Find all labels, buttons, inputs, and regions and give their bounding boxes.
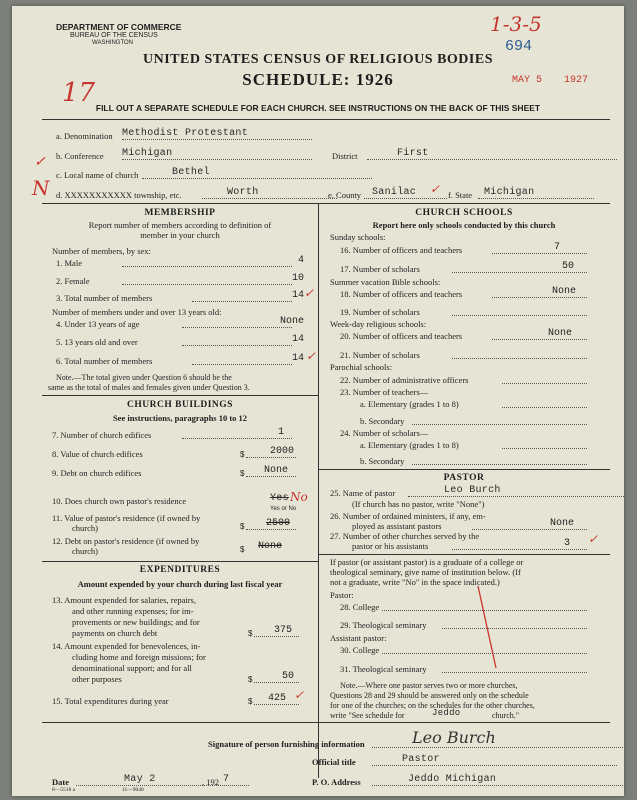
check-mark: ✓	[34, 154, 46, 170]
leader-dots	[502, 383, 587, 384]
leader-dots	[192, 364, 292, 365]
q27-value: 3	[563, 538, 570, 549]
hand-slash-mark	[472, 582, 502, 672]
q13-value: 375	[273, 625, 292, 636]
section-rule	[318, 554, 610, 555]
census-schedule-form	[12, 6, 624, 796]
district-value: First	[367, 148, 617, 160]
q27-label-2: pastor or his assistants	[352, 541, 429, 551]
q23a-label: a. Elementary (grades 1 to 8)	[360, 399, 459, 409]
conference-label: b. Conference	[56, 151, 104, 161]
city-label: WASHINGTON	[92, 40, 134, 46]
dollar-sign: $	[240, 522, 245, 531]
leader-dots	[492, 297, 587, 298]
q10-correction: No	[290, 490, 308, 504]
q30-label: 30. College	[340, 645, 380, 655]
form-title: UNITED STATES CENSUS OF RELIGIOUS BODIES	[142, 52, 493, 67]
q25-note: (If church has no pastor, write "None")	[352, 499, 485, 509]
q11-label-1: 11. Value of pastor's residence (if owned by	[52, 513, 201, 523]
q15-label: 15. Total expenditures during year	[52, 696, 169, 706]
pastor-note-3: for one of the churches; on the schedules for the other churches,	[330, 701, 535, 710]
schedule-title: SCHEDULE: 1926	[242, 70, 394, 89]
leader-dots	[182, 345, 292, 346]
q1-value: 4	[297, 255, 304, 266]
q17-label: 17. Number of scholars	[340, 264, 420, 274]
q25-value: Leo Burch	[408, 485, 624, 497]
graduate-note-2: theological seminary, give name of institution below. (If	[330, 567, 521, 577]
official-title-value: Pastor	[372, 754, 617, 766]
q13-label-4: payments on church debt	[72, 628, 158, 638]
q8-label: 8. Value of church edifices	[52, 449, 143, 459]
denomination-label: a. Denomination	[56, 131, 113, 141]
leader-dots	[452, 272, 587, 273]
q13-label-3: provements or new buildings; and for	[72, 617, 200, 627]
q14-value: 50	[281, 671, 294, 682]
q6-value: 14	[291, 353, 304, 364]
church-name-value: Bethel	[142, 167, 372, 179]
buildings-subheading: See instructions, paragraphs 10 to 12	[112, 413, 248, 423]
q9-value: None	[263, 465, 288, 476]
dollar-sign: $	[240, 450, 245, 459]
signature-value: Leo Burch	[372, 728, 624, 748]
membership-intro-2: member in your church	[140, 230, 220, 240]
leader-dots	[492, 339, 587, 340]
age-heading: Number of members under and over 13 years old:	[52, 307, 222, 317]
leader-dots	[412, 424, 587, 425]
form-number: 8—5518 a	[52, 787, 76, 793]
q6-label: 6. Total number of members	[56, 356, 153, 366]
check-mark: ✓	[588, 532, 599, 546]
pastor-note-1: Note.—Where one pastor serves two or more churches,	[340, 681, 518, 690]
year-prefix: , 192	[202, 777, 219, 787]
leader-dots	[122, 284, 292, 285]
q14-label-3: denominational support; and for all	[72, 663, 192, 673]
check-mark: ✓	[430, 182, 441, 196]
leader-dots	[502, 448, 587, 449]
q12-value: None	[257, 541, 282, 552]
q5-label: 5. 13 years old and over	[56, 337, 138, 347]
q26-label-1: 26. Number of ordained ministers, if any, em-	[330, 511, 486, 521]
schools-heading: CHURCH SCHOOLS	[415, 208, 513, 218]
q16-value: 7	[553, 242, 560, 253]
membership-note-1: Note.—The total given under Question 6 should be the	[56, 373, 232, 382]
q13-label-1: 13. Amount expended for salaries, repairs,	[52, 595, 196, 605]
hand-bracket: N	[32, 176, 50, 200]
q11-label-2: church)	[72, 523, 98, 533]
leader-dots	[182, 327, 292, 328]
q24a-label: a. Elementary (grades 1 to 8)	[360, 440, 459, 450]
q24b-label: b. Secondary	[360, 456, 405, 466]
q20-label: 20. Number of officers and teachers	[340, 331, 463, 341]
leader-dots	[452, 315, 587, 316]
q14-label-4: other purposes	[72, 674, 122, 684]
q13-label-2: and other running expenses; for im-	[72, 606, 194, 616]
q21-label: 21. Number of scholars	[340, 350, 420, 360]
pastor-note-4: write "See schedule for	[330, 711, 405, 720]
leader-dots	[254, 636, 299, 637]
q14-label-2: cluding home and foreign missions; for	[72, 652, 206, 662]
township-label: d. XXXXXXXXXXX township, etc.	[56, 190, 182, 200]
section-rule	[42, 395, 318, 396]
q26-value: None	[549, 518, 574, 529]
buildings-heading: CHURCH BUILDINGS	[127, 400, 233, 410]
dollar-sign: $	[248, 697, 253, 706]
stamp-date-year: 1927	[564, 75, 589, 86]
q11-value: 2500	[265, 518, 290, 529]
q25-label: 25. Name of pastor	[330, 488, 396, 498]
q23-label: 23. Number of teachers—	[340, 387, 429, 397]
q5-value: 14	[291, 334, 304, 345]
dollar-sign: $	[240, 469, 245, 478]
q28-label: 28. College	[340, 602, 380, 612]
bureau-label: BUREAU OF THE CENSUS	[70, 32, 158, 39]
membership-intro-1: Report number of members according to definition of	[88, 220, 272, 230]
q10-value: Yes	[270, 493, 289, 504]
q31-label: 31. Theological seminary	[340, 664, 427, 674]
q4-value: None	[279, 316, 304, 327]
leader-dots	[254, 704, 299, 705]
po-address-label: P. O. Address	[312, 777, 361, 787]
section-rule	[318, 469, 610, 470]
q16-label: 16. Number of officers and teachers	[340, 245, 463, 255]
pastor-sub-label: Pastor:	[330, 590, 354, 600]
dollar-sign: $	[248, 675, 253, 684]
q7-label: 7. Number of church edifices	[52, 430, 152, 440]
q24-label: 24. Number of scholars—	[340, 428, 429, 438]
leader-dots	[442, 672, 587, 673]
pastor-note-value: Jeddo	[432, 708, 461, 718]
q2-label: 2. Female	[56, 276, 90, 286]
po-address-value: Jeddo Michigan	[372, 774, 623, 786]
leader-dots	[192, 301, 292, 302]
district-label: District	[332, 151, 358, 161]
leader-dots	[442, 628, 587, 629]
q17-value: 50	[561, 261, 574, 272]
sunday-schools-label: Sunday schools:	[330, 232, 386, 242]
expenditures-subheading: Amount expended by your church during last fiscal year	[77, 579, 283, 589]
date-value: May 2	[76, 774, 249, 786]
vacation-schools-label: Summer vacation Bible schools:	[330, 277, 441, 287]
dollar-sign: $	[248, 629, 253, 638]
department-label: DEPARTMENT OF COMMERCE	[56, 22, 182, 32]
church-name-label: c. Local name of church	[56, 170, 139, 180]
graduate-note-1: If pastor (or assistant pastor) is a graduate of a college or	[330, 557, 524, 567]
leader-dots	[452, 358, 587, 359]
leader-dots	[492, 253, 587, 254]
hand-number: 17	[62, 78, 96, 108]
q1-label: 1. Male	[56, 258, 82, 268]
q3-value: 14	[291, 290, 304, 301]
instruction-line: FILL OUT A SEPARATE SCHEDULE FOR EACH CHURCH. SEE INSTRUCTIONS ON THE BACK OF THIS SHEET	[95, 103, 541, 113]
membership-note-2: same as the total of males and females given under Question 3.	[48, 383, 250, 392]
leader-dots	[254, 682, 299, 683]
check-mark: ✓	[304, 286, 315, 300]
stamp-date-month: MAY 5	[512, 75, 543, 86]
expenditures-heading: EXPENDITURES	[139, 565, 221, 575]
leader-dots	[502, 407, 587, 408]
q27-label-1: 27. Number of other churches served by the	[330, 531, 480, 541]
q23b-label: b. Secondary	[360, 416, 405, 426]
county-label: e. County	[328, 190, 362, 200]
township-value: Worth	[202, 187, 337, 199]
leader-dots	[472, 529, 587, 530]
leader-dots	[452, 549, 587, 550]
q7-value: 1	[277, 427, 284, 438]
year-digit: 7	[223, 774, 230, 785]
column-divider	[318, 203, 319, 778]
check-mark: ✓	[306, 349, 317, 363]
q26-label-2: ployed as assistant pastors	[352, 521, 442, 531]
q9-label: 9. Debt on church edifices	[52, 468, 142, 478]
header-rule	[42, 119, 610, 120]
pastor-note-5: church."	[492, 711, 520, 720]
q18-value: None	[551, 286, 576, 297]
form-number-2: 11—9048	[122, 787, 144, 793]
parochial-schools-label: Parochial schools:	[330, 362, 393, 372]
pastor-note-2: Questions 28 and 29 should be answered only on the schedule	[330, 691, 529, 700]
members-by-sex-label: Number of members, by sex:	[52, 246, 151, 256]
leader-dots	[246, 529, 296, 530]
q20-value: None	[547, 328, 572, 339]
hand-code: 1-3-5	[490, 12, 542, 36]
q15-value: 425	[267, 693, 286, 704]
leader-dots	[246, 476, 296, 477]
weekday-schools-label: Week-day religious schools:	[330, 319, 427, 329]
q29-label: 29. Theological seminary	[340, 620, 427, 630]
leader-dots	[182, 438, 292, 439]
q3-label: 3. Total number of members	[56, 293, 153, 303]
q4-label: 4. Under 13 years of age	[56, 319, 140, 329]
leader-dots	[412, 464, 587, 465]
signature-label: Signature of person furnishing information	[208, 739, 365, 749]
schools-subheading: Report here only schools conducted by this church	[372, 220, 556, 230]
q18-label: 18. Number of officers and teachers	[340, 289, 463, 299]
date-label: Date	[52, 777, 69, 787]
section-rule	[42, 561, 318, 562]
pastor-heading: PASTOR	[443, 473, 485, 483]
q2-value: 10	[291, 273, 304, 284]
assistant-sub-label: Assistant pastor:	[330, 633, 387, 643]
q19-label: 19. Number of scholars	[340, 307, 420, 317]
stamp-number: 694	[505, 38, 533, 55]
state-value: Michigan	[478, 187, 594, 199]
conference-value: Michigan	[122, 148, 312, 160]
graduate-note-3: not a graduate, write "No" in the space indicated.)	[330, 577, 500, 587]
leader-dots	[122, 266, 292, 267]
dollar-sign: $	[240, 545, 245, 554]
leader-dots	[246, 457, 296, 458]
q12-label-1: 12. Debt on pastor's residence (if owned by	[52, 536, 200, 546]
q12-label-2: church)	[72, 546, 98, 556]
check-mark: ✓	[294, 688, 305, 702]
q14-label-1: 14. Amount expended for benevolences, in-	[52, 641, 201, 651]
denomination-value: Methodist Protestant	[122, 128, 312, 140]
county-value: Sanilac	[364, 187, 447, 199]
table-bottom-rule	[42, 722, 610, 723]
yes-no-hint: Yes or No	[270, 506, 297, 512]
official-title-label: Official title	[312, 757, 356, 767]
q8-value: 2000	[269, 446, 294, 457]
state-label: f. State	[448, 190, 473, 200]
membership-heading: MEMBERSHIP	[144, 208, 216, 218]
table-top-rule	[42, 203, 610, 204]
q22-label: 22. Number of administrative officers	[340, 375, 469, 385]
q10-label: 10. Does church own pastor's residence	[52, 496, 187, 506]
